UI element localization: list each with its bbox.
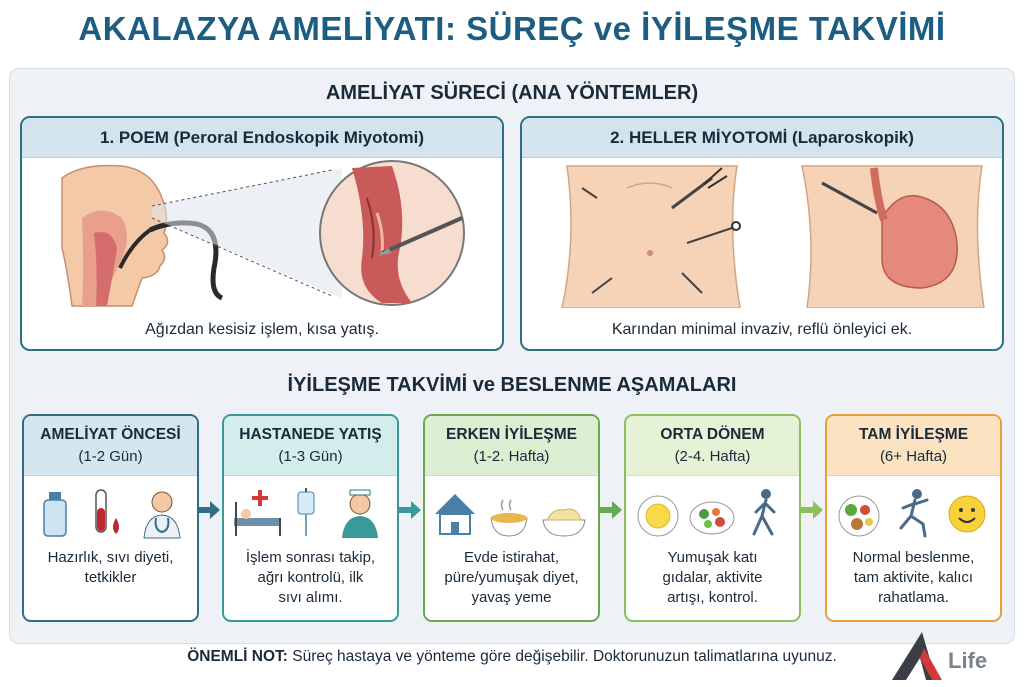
- recovery-section-title: İYİLEŞME TAKVİMİ ve BESLENME AŞAMALARI: [287, 374, 737, 396]
- nurse-icon: [342, 490, 378, 538]
- walking-person-icon: [754, 489, 774, 534]
- method-card-poem: [20, 116, 504, 351]
- iv-drip-icon: [298, 488, 314, 536]
- egg-plate-icon: [638, 496, 678, 536]
- arrow-right-icon: [600, 500, 622, 520]
- method-heading: 1. POEM (Peroral Endoskopik Miyotomi): [22, 118, 502, 158]
- running-person-icon: [901, 489, 927, 536]
- stage-desc-line: artışı, kontrol.: [667, 589, 758, 606]
- stage-name: ERKEN İYİLEŞME: [446, 426, 577, 443]
- stage-header: [425, 416, 598, 476]
- method-caption: Ağızdan kesisiz işlem, kısa yatış.: [145, 321, 379, 338]
- heller-illustration: [522, 158, 1004, 308]
- important-note: [0, 648, 1024, 666]
- water-bottle-icon: [44, 492, 66, 536]
- stage-card-hospital: [222, 414, 399, 622]
- arrow-right-icon: [198, 500, 220, 520]
- method-heading: 2. HELLER MİYOTOMİ (Laparoskopik): [522, 118, 1002, 158]
- stage-desc-line: yavaş yeme: [471, 589, 552, 606]
- stage-desc-line: Evde istirahat,: [463, 549, 560, 566]
- food-plate-icon: [839, 496, 879, 536]
- stage-desc-line: Normal beslenme,: [852, 549, 975, 566]
- stage-desc-line: rahatlama.: [878, 589, 949, 606]
- soup-bowl-icon: [491, 500, 527, 536]
- poem-illustration: [22, 158, 504, 308]
- method-caption: Karından minimal invaziv, reflü önleyici ek.: [611, 321, 913, 338]
- stage-card-mid-term: [624, 414, 801, 622]
- stage-duration: (1-2 Gün): [78, 448, 143, 465]
- stage-name: AMELİYAT ÖNCESİ: [40, 426, 181, 443]
- stage-header: [224, 416, 397, 476]
- arrow-right-icon: [399, 500, 421, 520]
- stage-desc-line: Yumuşak katı: [667, 549, 758, 566]
- stage-desc-line: gıdalar, aktivite: [662, 569, 763, 586]
- stage-desc-line: Hazırlık, sıvı diyeti,: [47, 549, 174, 566]
- blood-test-tube-icon: [96, 490, 119, 534]
- stage-name: TAM İYİLEŞME: [858, 426, 969, 443]
- method-card-heller: [520, 116, 1004, 351]
- stage-duration: (2-4. Hafta): [674, 448, 751, 465]
- page-title: AKALAZYA AMELİYATI: SÜREÇ ve İYİLEŞME TAKVİMİ: [78, 10, 946, 47]
- note-text: Süreç hastaya ve yönteme göre değişebilir. Doktorunuzun talimatlarına uyunuz.: [287, 648, 837, 665]
- stage-header: [24, 416, 197, 476]
- stage-desc-line: ağrı kontrolü, ilk: [257, 569, 364, 586]
- surgery-section-title: AMELİYAT SÜRECİ (ANA YÖNTEMLER): [325, 82, 699, 104]
- hospital-bed-icon: [234, 490, 280, 536]
- stage-card-full-recovery: [825, 414, 1002, 622]
- stage-desc-line: püre/yumuşak diyet,: [444, 569, 579, 586]
- stage-duration: (1-2. Hafta): [473, 448, 550, 465]
- note-label: ÖNEMLİ NOT:: [187, 648, 288, 665]
- puree-bowl-icon: [543, 509, 585, 536]
- arrow-right-icon: [801, 500, 823, 520]
- stage-desc-line: İşlem sonrası takip,: [245, 549, 376, 566]
- stage-duration: (6+ Hafta): [879, 448, 948, 465]
- house-icon: [435, 494, 475, 534]
- stage-header: [626, 416, 799, 476]
- stage-duration: (1-3 Gün): [278, 448, 343, 465]
- stage-name: ORTA DÖNEM: [660, 426, 765, 443]
- doctor-icon: [144, 492, 180, 538]
- stage-header: [827, 416, 1000, 476]
- smiley-face-icon: [949, 496, 985, 532]
- stage-card-pre-op: [22, 414, 199, 622]
- stage-name: HASTANEDE YATIŞ: [239, 426, 382, 443]
- stage-card-early-recovery: [423, 414, 600, 622]
- vegetable-plate-icon: [690, 502, 734, 534]
- stage-desc-line: tam aktivite, kalıcı: [853, 569, 974, 586]
- brand-logo-text: Life: [948, 648, 988, 673]
- stage-desc-line: tetkikler: [84, 569, 137, 586]
- stage-desc-line: sıvı alımı.: [278, 589, 343, 606]
